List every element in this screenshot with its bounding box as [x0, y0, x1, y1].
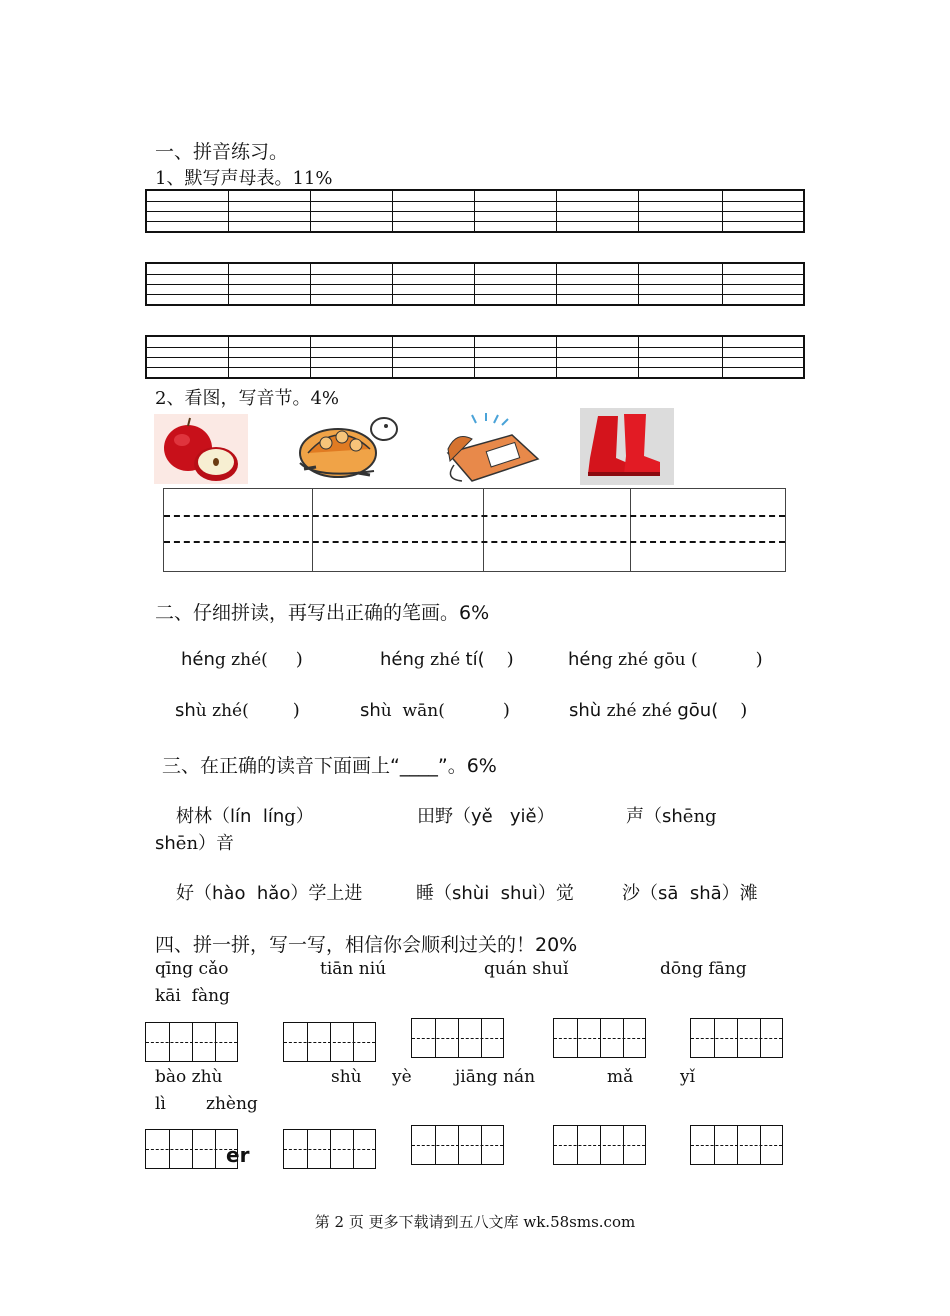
pinyin-word-8: yè — [392, 1067, 412, 1087]
initials-grid-1 — [145, 189, 805, 233]
stroke-item-6: shù zhé zhé gōu( ) — [569, 700, 748, 721]
pinyin-word-4: dōng fāng — [660, 959, 747, 979]
pinyin-word-9: jiāng nán — [455, 1067, 536, 1087]
char-box[interactable] — [145, 1129, 238, 1169]
section-1-title: 一、拼音练习。 — [155, 141, 289, 163]
char-box[interactable] — [411, 1125, 504, 1165]
question-1-label: 1、默写声母表。11% — [155, 168, 333, 189]
pinyin-word-5: kāi fàng — [155, 986, 230, 1006]
reading-item-sheng: 声（shēng — [626, 806, 717, 827]
char-box[interactable] — [690, 1018, 783, 1058]
pinyin-word-2: tiān niú — [320, 959, 387, 979]
pinyin-word-13: zhèng — [206, 1094, 258, 1114]
page-footer: 第 2 页 更多下载请到五八文库 wk.58sms.com — [314, 1213, 636, 1231]
pinyin-word-11: yǐ — [680, 1067, 696, 1087]
pinyin-word-10: mǎ — [607, 1067, 634, 1087]
pinyin-word-12: lì — [155, 1094, 166, 1114]
question-2-label: 2、看图，写音节。4% — [155, 388, 340, 409]
section-4-title: 四、拼一拼，写一写，相信你会顺利过关的！20% — [155, 934, 578, 956]
stroke-item-2: héng zhé tí( ) — [380, 649, 514, 670]
reading-item-shui: 睡（shùi shuì）觉 — [416, 883, 574, 904]
pinyin-word-7: shù — [331, 1067, 362, 1087]
initials-grid-2 — [145, 262, 805, 306]
overlapping-text: er — [226, 1143, 250, 1167]
telephone-image — [442, 409, 542, 487]
stroke-item-1: héng zhé( ) — [181, 649, 303, 670]
stroke-item-4: shù zhé( ) — [175, 700, 300, 721]
syllable-answer-table — [163, 488, 786, 572]
pinyin-word-3: quán shuǐ — [484, 959, 569, 979]
apple-image — [154, 414, 248, 484]
initials-grid-3 — [145, 335, 805, 379]
stroke-item-3: héng zhé gōu ( ) — [568, 649, 763, 670]
char-box[interactable] — [145, 1022, 238, 1062]
char-box[interactable] — [553, 1018, 646, 1058]
stroke-item-5: shù wān( ) — [360, 700, 510, 721]
reading-item-hao: 好（hào hǎo）学上进 — [176, 883, 363, 904]
section-2-title: 二、仔细拼读，再写出正确的笔画。6% — [155, 602, 490, 624]
char-box[interactable] — [553, 1125, 646, 1165]
char-box[interactable] — [690, 1125, 783, 1165]
red-boots-image — [580, 408, 674, 485]
char-box[interactable] — [411, 1018, 504, 1058]
pinyin-word-6: bào zhù — [155, 1067, 223, 1087]
reading-item-sheng-cont: shēn）音 — [155, 833, 235, 854]
char-box[interactable] — [283, 1022, 376, 1062]
reading-item-tianye: 田野（yě yiě） — [417, 806, 555, 827]
reading-item-sha: 沙（sā shā）滩 — [622, 883, 758, 904]
reading-item-shulin: 树林（lín líng） — [176, 806, 314, 827]
turtle-image — [296, 409, 402, 487]
pinyin-word-1: qīng cǎo — [155, 959, 229, 979]
char-box[interactable] — [283, 1129, 376, 1169]
section-3-title: 三、在正确的读音下面画上“____”。6% — [162, 755, 497, 777]
